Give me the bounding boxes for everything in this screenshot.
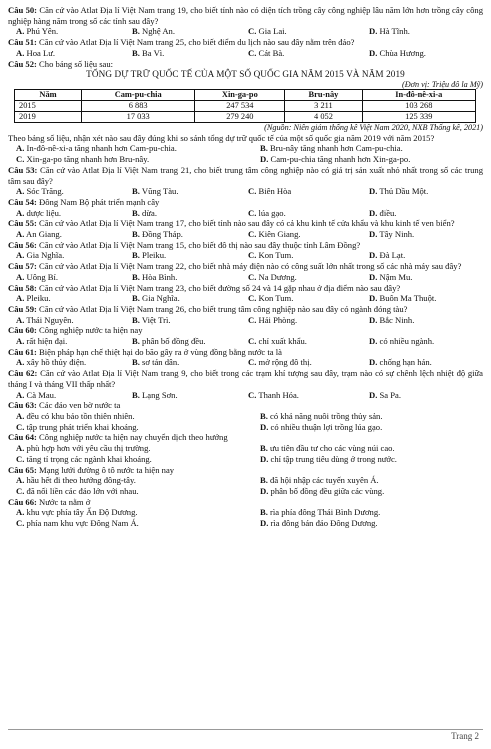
question-54 — [8, 197, 483, 208]
table-cell: 247 534 — [195, 100, 285, 111]
question-57 — [8, 261, 483, 272]
options-56 — [8, 250, 483, 261]
table-header: Xin-ga-po — [195, 89, 285, 100]
option-c: C. Kon Tum. — [248, 293, 294, 304]
option-b: B. Gia Nghĩa. — [132, 293, 180, 304]
question-text: Căn cứ vào Atlat Địa lí Việt Nam trang 21, cho biết trung tâm công nghiệp nào có giá trị sản xuất nhỏ nhất trong số các trung tâm sau đây? — [8, 164, 483, 186]
question-number: Câu 56: — [8, 239, 37, 250]
option-b: B. Pleiku. — [132, 250, 167, 261]
question-52-prompt: Theo bảng số liệu, nhận xét nào sau đây đúng khi so sánh tổng dự trữ quốc tế của một số quốc gia năm 2019 với năm 2015? — [8, 132, 435, 143]
question-text: Nước ta nằm ở — [39, 496, 91, 507]
option-c: C. phía nam khu vực Đông Nam Á. — [16, 518, 139, 529]
option-b: B. sơ tán dân. — [132, 357, 180, 368]
option-d: D. Đà Lạt. — [369, 250, 406, 261]
question-text: Căn cứ vào Atlat Địa lí Việt Nam trang 15, cho biết đô thị nào sau đây thuộc tỉnh Lâm Đồng? — [39, 239, 361, 250]
options-62 — [8, 390, 483, 401]
table-header: Bru-nây — [285, 89, 362, 100]
option-c: C. tăng tỉ trọng các ngành khai khoáng. — [16, 453, 152, 464]
question-text: Công nghiệp nước ta hiện nay — [39, 325, 143, 336]
option-a: A. dược liệu. — [16, 207, 62, 218]
option-d: D. Buôn Ma Thuột. — [369, 293, 437, 304]
option-c: C. Cát Bà. — [248, 47, 285, 58]
table-header: Năm — [15, 89, 82, 100]
option-b: B. dừa. — [132, 207, 157, 218]
option-a: A. hầu hết đi theo hướng đông-tây. — [16, 475, 136, 486]
question-number: Câu 57: — [8, 261, 37, 272]
option-a: A. Thái Nguyên. — [16, 314, 74, 325]
table-cell: 3 211 — [285, 100, 362, 111]
option-a: A. Hoa Lư. — [16, 47, 56, 58]
question-51 — [8, 37, 483, 48]
option-d: D. Bắc Ninh. — [369, 314, 415, 325]
question-number: Câu 60: — [8, 325, 37, 336]
option-a: A. Gia Nghĩa. — [16, 250, 65, 261]
option-d: D. Cam-pu-chia tăng nhanh hơn Xin-ga-po. — [260, 154, 411, 165]
options-61 — [8, 357, 483, 368]
option-a: A. Cà Mau. — [16, 389, 57, 400]
options-50 — [8, 26, 483, 37]
question-52 — [8, 59, 483, 70]
option-a: A. xây hồ thủy điện. — [16, 357, 87, 368]
option-b: B. phân bố đồng đều. — [132, 336, 206, 347]
question-61 — [8, 347, 483, 358]
option-a: A. Pleiku. — [16, 293, 51, 304]
table-cell: 6 883 — [82, 100, 195, 111]
question-number: Câu 54: — [8, 196, 37, 207]
question-56 — [8, 240, 483, 251]
option-c: C. mở rộng đô thị. — [248, 357, 312, 368]
option-c: C. lúa gạo. — [248, 207, 286, 218]
question-number: Câu 55: — [8, 218, 37, 229]
option-d: D. chống hạn hán. — [369, 357, 432, 368]
option-d: D. Sa Pa. — [369, 389, 401, 400]
footer-divider — [8, 729, 483, 730]
option-c: C. đã nối liền các đảo lớn với nhau. — [16, 485, 139, 496]
question-number: Câu 53: — [8, 164, 38, 175]
option-b: B. Vũng Tàu. — [132, 186, 179, 197]
question-number: Câu 61: — [8, 346, 37, 357]
table-row — [15, 100, 476, 111]
option-a: A. đều có khu bảo tồn thiên nhiên. — [16, 411, 135, 421]
options-55 — [8, 229, 483, 240]
table-header-row — [15, 89, 476, 100]
table-cell: 17 033 — [82, 111, 195, 122]
question-59 — [8, 304, 483, 315]
question-text: Căn cứ vào Atlat Địa lí Việt Nam trang 17, cho biết tỉnh nào sau đây có cả khu kinh tế cửa khẩu và khu kinh tế ven biển? — [39, 218, 455, 229]
option-b: B. Đồng Tháp. — [132, 229, 183, 240]
question-55 — [8, 218, 483, 229]
question-number: Câu 63: — [8, 400, 37, 411]
question-number: Câu 59: — [8, 303, 37, 314]
option-a: A. phù hợp hơn với yêu cầu thị trường. — [16, 443, 151, 454]
table-cell: 103 268 — [362, 100, 475, 111]
options-51 — [8, 48, 483, 59]
option-a: A. Phú Yên. — [16, 26, 59, 37]
question-62 — [8, 368, 483, 389]
options-57 — [8, 272, 483, 283]
table-cell: 125 339 — [362, 111, 475, 122]
question-text: Căn cứ vào Atlat Địa lí Việt Nam trang 23, cho biết đường số 24 và 14 gặp nhau ở địa điểm nào sau đây? — [39, 282, 401, 293]
question-64 — [8, 432, 483, 443]
options-52 — [8, 143, 483, 164]
question-text: Căn cứ vào Atlat Địa lí Việt Nam trang 22, cho biết nhà máy điện nào có công suất lớn nhất trong số các nhà máy sau đây? — [39, 261, 462, 272]
option-b: B. Lạng Sơn. — [132, 389, 178, 400]
option-c: C. Na Dương. — [248, 271, 297, 282]
table-header: In-đô-nê-xi-a — [362, 89, 475, 100]
table-row — [15, 111, 476, 122]
option-d: D. Thủ Dầu Một. — [369, 186, 429, 197]
option-d: D. Nậm Mu. — [369, 271, 413, 282]
question-text: Cho bảng số liệu sau: — [39, 58, 114, 69]
options-65 — [8, 475, 483, 496]
options-64 — [8, 443, 483, 464]
option-b: B. ưu tiên đầu tư cho các vùng núi cao. — [260, 443, 395, 454]
option-c: C. chỉ xuất khẩu. — [248, 336, 307, 347]
question-text: Căn cứ vào Atlat Địa lí Việt Nam trang 9, cho biết trong các trạm khí tượng sau đây, trạm nào có sự chênh lệch nhiệt độ giữa tháng I và tháng VII thấp nhất? — [8, 368, 483, 389]
option-a: A. rất hiện đại. — [16, 336, 68, 347]
question-text: Các đảo ven bờ nước ta — [39, 400, 121, 411]
options-59 — [8, 315, 483, 326]
table-cell: 4 052 — [285, 111, 362, 122]
option-d: D. Hà Tĩnh. — [369, 26, 410, 37]
option-b: B. đã hội nhập các tuyến xuyên Á. — [260, 475, 379, 486]
reserves-table — [14, 89, 476, 123]
options-58 — [8, 293, 483, 304]
question-number: Câu 58: — [8, 282, 37, 293]
option-c: C. Biên Hòa — [248, 186, 292, 197]
question-text: Căn cứ vào Atlat Địa lí Việt Nam trang 26, cho biết trung tâm công nghiệp nào sau đây có ngành đóng tàu? — [39, 303, 408, 314]
question-text: Đông Nam Bộ phát triển mạnh cây — [39, 196, 160, 207]
option-d: D. Tây Ninh. — [369, 229, 415, 240]
question-number: Câu 51: — [8, 37, 37, 48]
option-d: D. chỉ tập trung tiêu dùng ở trong nước. — [260, 453, 397, 464]
table-header: Cam-pu-chia — [82, 89, 195, 100]
question-number: Câu 50: — [8, 5, 38, 15]
option-c: C. Thanh Hóa. — [248, 389, 299, 400]
page-number: Trang 2 — [451, 731, 479, 741]
table-cell: 2015 — [15, 100, 82, 111]
options-63 — [8, 411, 483, 432]
option-b: B. Bru-nây tăng nhanh hơn Cam-pu-chia. — [260, 143, 403, 154]
option-c: C. Gia Lai. — [248, 26, 287, 37]
options-60 — [8, 336, 483, 347]
option-c: C. Xin-ga-po tăng nhanh hơn Bru-nây. — [16, 154, 150, 165]
options-53 — [8, 186, 483, 197]
question-66 — [8, 497, 483, 508]
table-source: (Nguồn: Niên giám thống kê Việt Nam 2020, NXB Thống kê, 2021) — [264, 122, 483, 132]
table-unit: (Đơn vị: Triệu đô la Mỹ) — [402, 79, 483, 89]
option-b: B. Nghệ An. — [132, 26, 175, 37]
question-number: Câu 52: — [8, 58, 37, 69]
table-title: TỔNG DỰ TRỮ QUỐC TẾ CỦA MỘT SỐ QUỐC GIA NĂM 2015 VÀ NĂM 2019 — [86, 69, 405, 80]
question-number: Câu 62: — [8, 368, 38, 379]
question-50 — [8, 5, 483, 26]
option-d: D. có nhiều ngành. — [369, 336, 435, 347]
option-b: B. Ba Vì. — [132, 47, 165, 58]
option-c: C. Kon Tum. — [248, 250, 294, 261]
option-b: B. Hòa Bình. — [132, 271, 178, 282]
option-b: B. có khả năng nuôi trồng thủy sản. — [260, 411, 383, 421]
question-63 — [8, 400, 483, 411]
question-60 — [8, 325, 483, 336]
options-54 — [8, 208, 483, 219]
question-65 — [8, 465, 483, 476]
option-d: D. rìa đông bán đảo Đông Dương. — [260, 518, 378, 529]
question-53 — [8, 165, 483, 186]
option-b: B. rìa phía đông Thái Bình Dương. — [260, 507, 381, 518]
question-text: Căn cứ vào Atlat Địa lí Việt Nam trang 19, cho biết tỉnh nào có diện tích trồng cây công nghiệp lâu năm lớn hơn trồng cây công nghiệp hàng năm trong số các tỉnh sau đây? — [8, 5, 483, 26]
option-a: A. In-đô-nê-xi-a tăng nhanh hơn Cam-pu-chia. — [16, 143, 177, 154]
question-text: Biện pháp hạn chế thiệt hại do bão gây ra ở vùng đồng bằng nước ta là — [39, 346, 282, 357]
question-number: Câu 64: — [8, 432, 37, 443]
question-text: Công nghiệp nước ta hiện nay chuyển dịch theo hướng — [39, 432, 228, 443]
option-c: C. tập trung phát triển khai khoáng. — [16, 421, 139, 432]
options-66 — [8, 507, 483, 528]
option-d: D. có nhiều thuận lợi trồng lúa gạo. — [260, 421, 383, 432]
option-a: A. An Giang. — [16, 229, 62, 240]
option-c: C. Hải Phòng. — [248, 314, 298, 325]
option-a: A. Sóc Trăng. — [16, 186, 64, 197]
option-d: D. phân bố đồng đều giữa các vùng. — [260, 485, 385, 496]
question-58 — [8, 283, 483, 294]
question-text: Mạng lưới đường ô tô nước ta hiện nay — [39, 464, 175, 475]
question-number: Câu 66: — [8, 496, 37, 507]
option-a: A. khu vực phía tây Ấn Độ Dương. — [16, 507, 138, 518]
option-d: D. Chùa Hương. — [369, 47, 426, 58]
option-b: B. Việt Trì. — [132, 314, 171, 325]
option-d: D. điều. — [369, 207, 397, 218]
option-c: C. Kiên Giang. — [248, 229, 301, 240]
question-text: Căn cứ vào Atlat Địa lí Việt Nam trang 25, cho biết điểm du lịch nào sau đây nằm trên đảo? — [39, 37, 355, 48]
question-number: Câu 65: — [8, 464, 37, 475]
table-cell: 2019 — [15, 111, 82, 122]
table-cell: 279 240 — [195, 111, 285, 122]
option-a: A. Uông Bí. — [16, 271, 59, 282]
